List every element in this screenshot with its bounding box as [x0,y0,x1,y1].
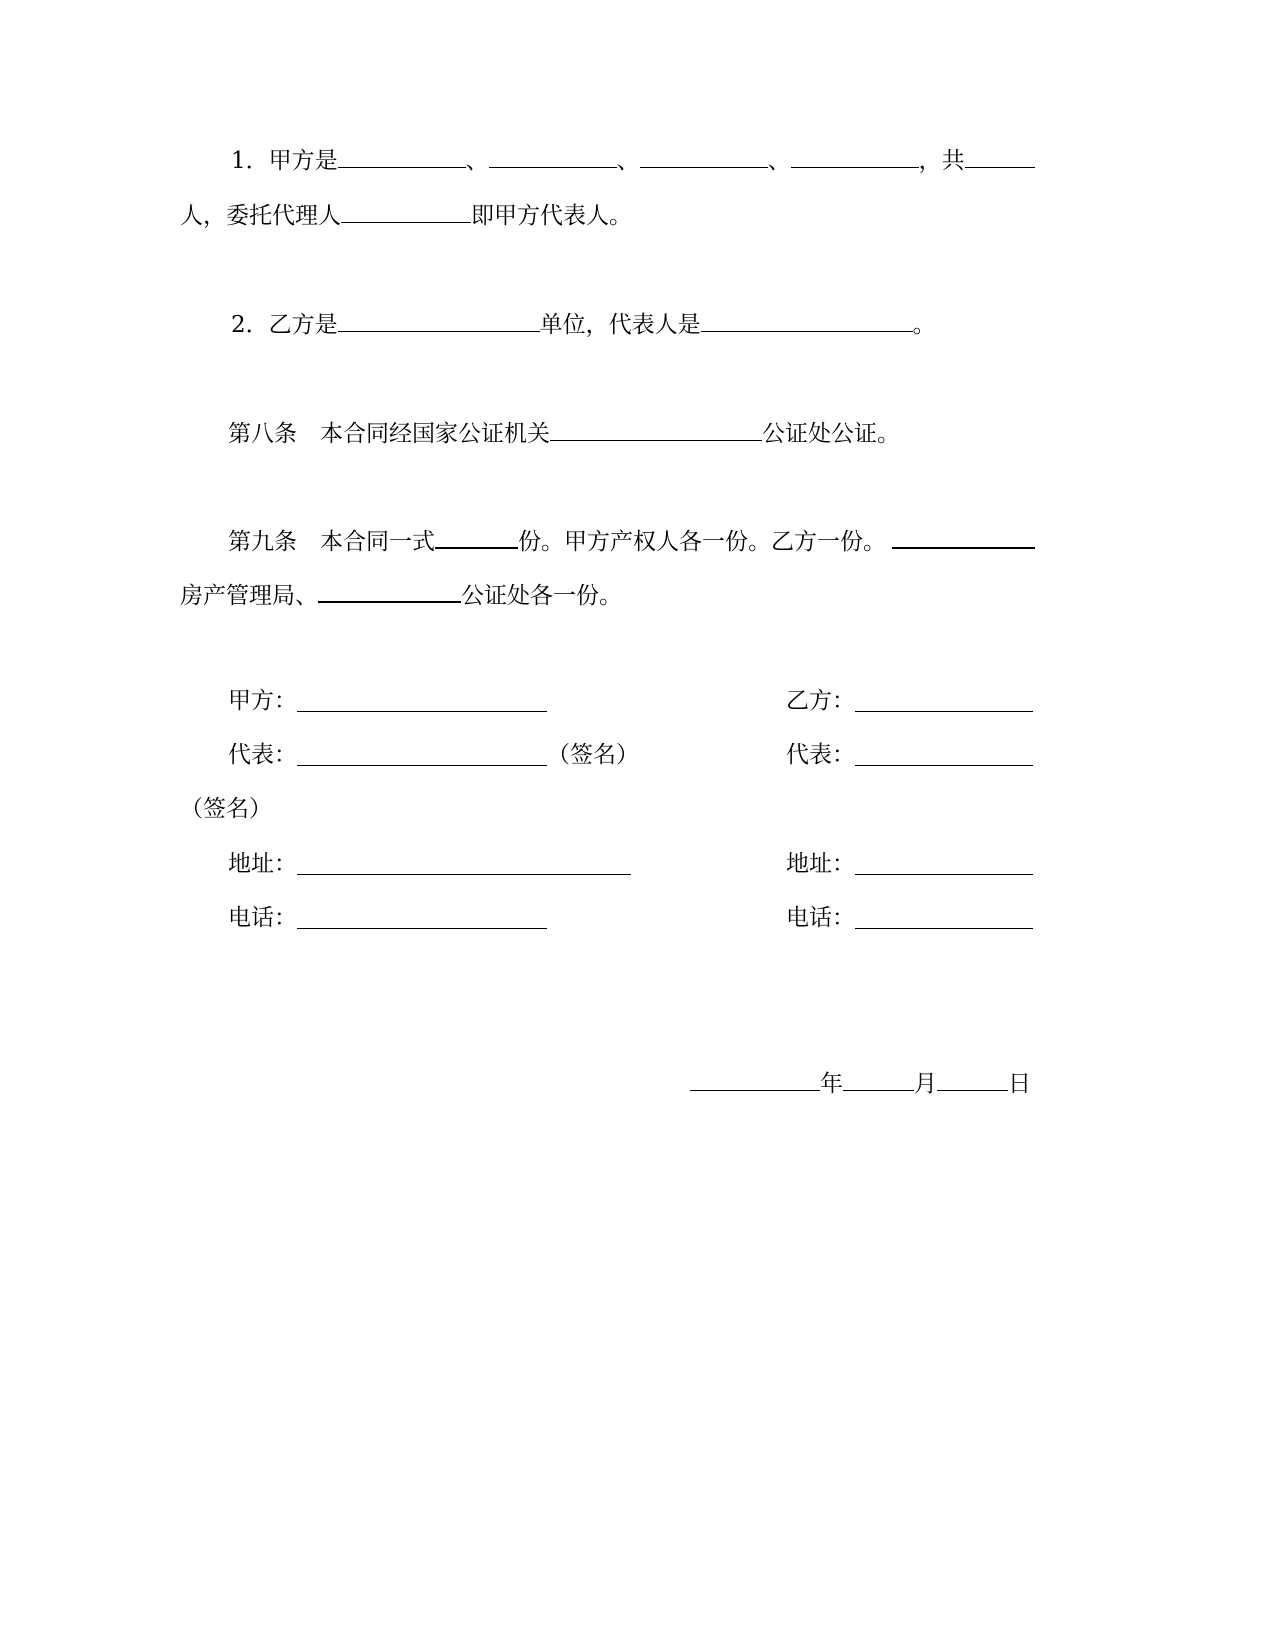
article-9-end: 公证处各一份。 [461,583,622,609]
party-a-sign-note: （签名） [547,742,639,768]
party-b-rep-blank[interactable] [855,741,1033,766]
party-a-owner-4-blank[interactable] [791,143,919,168]
clause-1-label: 甲方是 [268,148,338,174]
party-a-address-label: 地址： [228,851,297,877]
clause-1-total-label: ，共 [918,148,965,174]
clause-1-number: 1． [231,148,269,174]
party-b-address-label: 地址： [786,851,855,877]
article-9-copies-text: 份。甲方产权人各一份。乙方一份。 [518,529,886,555]
party-a-phone-blank[interactable] [297,904,547,929]
party-b-address-row [786,849,1033,879]
party-a-rep-blank[interactable] [297,741,547,766]
party-a-rep-row [228,740,639,770]
party-b-phone-label: 电话： [786,905,855,931]
article-9-text: 本合同一式 [320,529,435,555]
party-a-owner-3-blank[interactable] [640,143,768,168]
clause-1-line-1 [231,143,1035,176]
party-b-unit-blank[interactable] [338,307,540,332]
party-b-rep-row [786,740,1033,770]
party-b-label: 乙方： [786,688,855,714]
article-8-line [228,416,900,449]
party-b-address-blank[interactable] [855,850,1033,875]
party-b-sign-note: （签名） [180,796,272,822]
article-9-line-1 [228,523,1035,557]
article-9-line-2 [180,577,622,611]
notary-name-blank[interactable] [318,577,461,603]
clause-1-end: 即甲方代表人。 [471,203,632,229]
party-a-owner-2-blank[interactable] [489,143,617,168]
month-label: 月 [914,1071,937,1097]
housing-bureau-blank[interactable] [892,523,1035,549]
clause-2-end: 。 [912,312,936,338]
party-a-label: 甲方： [228,688,297,714]
party-a-row [228,686,547,716]
party-a-owner-1-blank[interactable] [338,143,466,168]
owner-count-blank[interactable] [965,143,1035,168]
clause-2-number: 2． [231,312,269,338]
party-a-address-blank[interactable] [297,850,631,875]
clause-2-line [231,307,936,340]
year-label: 年 [820,1071,843,1097]
notary-office-blank[interactable] [550,416,762,441]
party-a-phone-label: 电话： [228,905,297,931]
clause-2-rep-label: 单位，代表人是 [539,312,701,338]
party-b-rep-blank[interactable] [701,307,913,332]
party-a-phone-row [228,903,547,933]
party-b-phone-blank[interactable] [855,904,1033,929]
day-blank[interactable] [937,1066,1008,1091]
article-8-heading: 第八条 [228,421,297,447]
clause-1-line-2 [180,198,632,231]
party-b-sign-note-row [180,794,272,824]
party-a-blank[interactable] [297,687,547,712]
year-blank[interactable] [690,1066,820,1091]
day-label: 日 [1008,1071,1031,1097]
separator: 、 [465,148,489,174]
party-b-row [786,686,1033,716]
separator: 、 [616,148,640,174]
party-a-address-row [228,849,631,879]
article-8-text: 本合同经国家公证机关 [320,421,550,447]
month-blank[interactable] [843,1066,914,1091]
date-line [690,1066,1031,1099]
clause-1-agent-label: 人，委托代理人 [180,203,341,229]
article-9-heading: 第九条 [228,529,297,555]
party-b-blank[interactable] [855,687,1033,712]
party-b-rep-label: 代表： [786,742,855,768]
party-a-rep-label: 代表： [228,742,297,768]
article-9-bureau-text: 房产管理局、 [180,583,318,609]
clause-2-label: 乙方是 [268,312,338,338]
copies-count-blank[interactable] [435,523,518,549]
separator: 、 [767,148,791,174]
party-b-phone-row [786,903,1033,933]
agent-name-blank[interactable] [341,198,471,223]
article-8-end: 公证处公证。 [762,421,900,447]
